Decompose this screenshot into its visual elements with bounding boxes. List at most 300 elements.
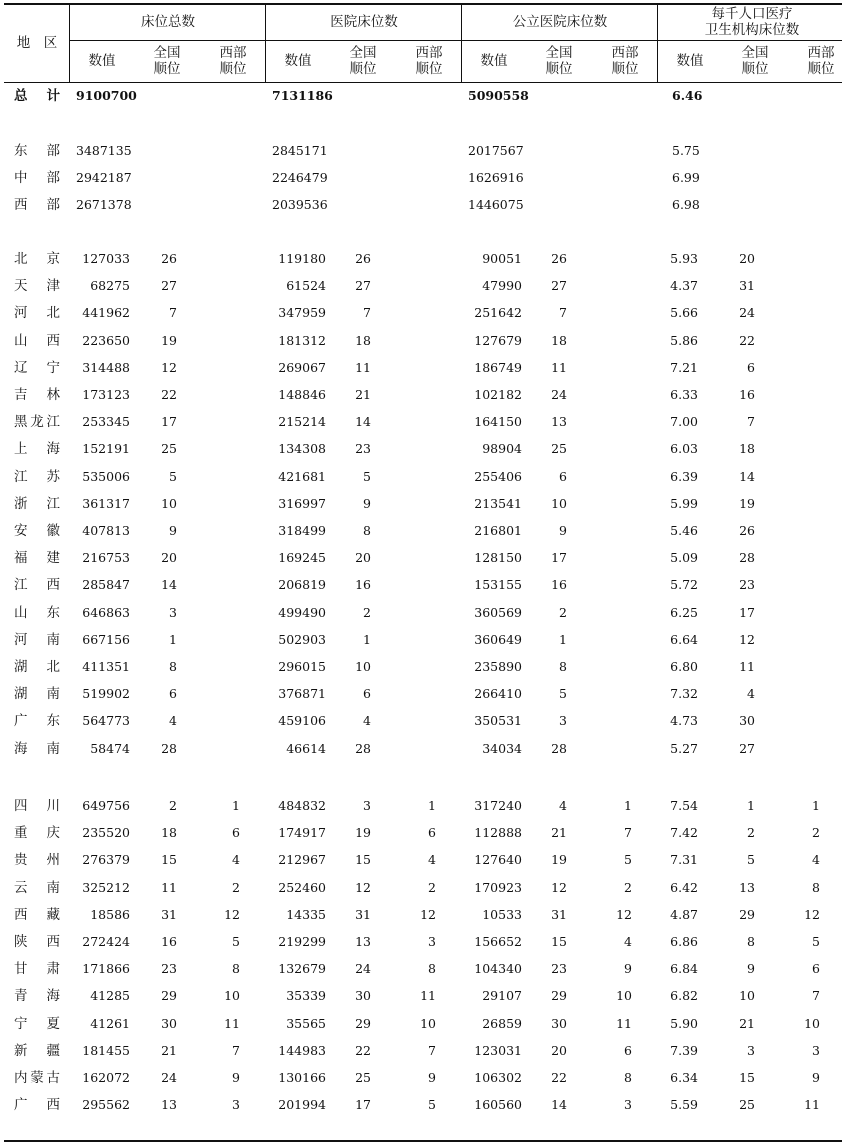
table-cell: 4 (559, 798, 567, 813)
table-cell: 12 (420, 906, 436, 922)
table-cell: 1 (559, 631, 567, 647)
table-cell: 20 (739, 251, 755, 266)
table-cell: 31 (161, 906, 177, 922)
table-cell: 26859 (482, 1015, 522, 1031)
table-cell: 26 (161, 251, 177, 266)
table-cell: 6 (169, 686, 177, 702)
table-cell: 6.25 (670, 604, 698, 620)
table-cell: 20 (161, 550, 177, 566)
table-cell: 31 (355, 906, 371, 922)
table-cell: 8 (169, 659, 177, 674)
row-region-name: 河 北 (14, 305, 60, 322)
table-cell: 360649 (474, 631, 522, 647)
table-cell: 152191 (82, 441, 130, 457)
table-cell: 25 (355, 1070, 371, 1085)
table-cell: 347959 (278, 305, 326, 321)
subheader-national-rank: 全国 顺位 (545, 45, 573, 77)
table-cell: 5 (232, 934, 240, 949)
table-cell: 12 (161, 359, 177, 375)
table-cell: 17 (551, 550, 567, 566)
row-region-name: 安 徽 (14, 523, 60, 539)
table-cell: 285847 (82, 577, 130, 593)
row-region-name: 新 疆 (14, 1042, 60, 1059)
table-cell: 170923 (474, 879, 522, 895)
table-cell: 29 (739, 906, 755, 922)
total-value: 6.46 (672, 88, 703, 103)
table-cell: 7 (812, 988, 820, 1004)
table-cell: 269067 (278, 359, 326, 375)
table-cell: 7 (363, 305, 371, 321)
table-cell: 31 (551, 906, 567, 922)
table-cell: 376871 (278, 686, 326, 702)
table-bottom-rule (4, 1140, 842, 1142)
table-cell: 127640 (474, 852, 522, 868)
table-cell: 6 (559, 468, 567, 484)
table-cell: 4 (363, 713, 371, 729)
table-cell: 13 (551, 414, 567, 430)
table-cell: 128150 (474, 550, 522, 566)
region-value: 6.99 (672, 170, 700, 185)
table-cell: 14335 (286, 906, 326, 922)
table-cell: 20 (551, 1042, 567, 1058)
table-cell: 17 (355, 1097, 371, 1113)
table-cell: 10 (551, 495, 567, 511)
table-cell: 18 (161, 825, 177, 841)
table-cell: 20 (355, 550, 371, 566)
table-cell: 4 (428, 852, 436, 868)
table-cell: 14 (551, 1097, 567, 1113)
table-cell: 4 (624, 934, 632, 949)
table-cell: 162072 (82, 1070, 130, 1085)
table-cell: 7.54 (670, 798, 698, 813)
table-cell: 266410 (474, 686, 522, 702)
table-cell: 5.90 (670, 1015, 698, 1031)
table-cell: 21 (161, 1042, 177, 1058)
table-cell: 411351 (82, 659, 130, 674)
table-cell: 17 (739, 604, 755, 620)
table-cell: 35339 (286, 988, 326, 1004)
table-cell: 7.00 (670, 414, 698, 430)
row-region-name: 北 京 (14, 251, 60, 267)
table-cell: 12 (224, 906, 240, 922)
table-cell: 7 (428, 1042, 436, 1058)
table-cell: 5.59 (670, 1097, 698, 1113)
table-cell: 6 (747, 359, 755, 375)
table-cell: 535006 (82, 468, 130, 484)
table-cell: 5.09 (670, 550, 698, 566)
table-cell: 2 (428, 879, 436, 895)
table-cell: 18586 (90, 906, 130, 922)
table-cell: 10 (804, 1015, 820, 1031)
table-cell: 9 (428, 1070, 436, 1085)
table-cell: 47990 (482, 278, 522, 294)
table-cell: 213541 (474, 495, 522, 511)
subheader-national-rank: 全国 顺位 (741, 45, 769, 77)
table-cell: 8 (812, 879, 820, 895)
table-cell: 1 (232, 798, 240, 813)
table-cell: 30 (355, 988, 371, 1004)
table-cell: 102182 (474, 387, 522, 402)
table-cell: 3 (428, 934, 436, 949)
table-cell: 251642 (474, 305, 522, 321)
table-cell: 8 (559, 659, 567, 674)
subheader-west-rank: 西部 顺位 (807, 45, 835, 77)
table-cell: 6 (812, 961, 820, 977)
table-cell: 12 (739, 631, 755, 647)
table-cell: 104340 (474, 961, 522, 977)
table-cell: 134308 (278, 441, 326, 457)
table-cell: 13 (161, 1097, 177, 1113)
table-cell: 2 (232, 879, 240, 895)
row-region-name: 天 津 (14, 278, 60, 295)
region-value: 5.75 (672, 143, 700, 158)
table-cell: 11 (224, 1015, 240, 1031)
table-cell: 1 (747, 798, 755, 813)
table-cell: 28 (739, 550, 755, 566)
table-cell: 459106 (278, 713, 326, 729)
row-region-name: 贵 州 (14, 852, 60, 869)
subheader-value: 数值 (480, 53, 508, 69)
table-cell: 90051 (482, 251, 522, 266)
table-cell: 29 (355, 1015, 371, 1031)
table-top-rule (4, 3, 842, 5)
table-cell: 6.82 (670, 988, 698, 1004)
table-cell: 3 (747, 1042, 755, 1058)
table-cell: 4.87 (670, 906, 698, 922)
row-region-name: 黑龙江 (14, 414, 60, 431)
table-cell: 215214 (278, 414, 326, 430)
table-cell: 350531 (474, 713, 522, 729)
region-value: 2671378 (76, 197, 132, 212)
table-cell: 29107 (482, 988, 522, 1004)
table-cell: 106302 (474, 1070, 522, 1085)
table-cell: 201994 (278, 1097, 326, 1113)
table-cell: 216801 (474, 523, 522, 538)
region-value: 6.98 (672, 197, 700, 212)
table-cell: 649756 (82, 798, 130, 813)
table-cell: 16 (161, 934, 177, 949)
table-cell: 564773 (82, 713, 130, 729)
table-cell: 11 (420, 988, 436, 1004)
row-region-name: 中 部 (14, 170, 60, 186)
table-cell: 5 (559, 686, 567, 702)
table-cell: 10 (355, 659, 371, 674)
row-region-name: 甘 肃 (14, 961, 60, 978)
header-group-total-beds: 床位总数 (141, 14, 195, 30)
table-cell: 6 (363, 686, 371, 702)
row-region-name: 山 东 (14, 604, 60, 621)
table-cell: 1 (812, 798, 820, 813)
table-cell: 17 (161, 414, 177, 430)
table-cell: 6 (624, 1042, 632, 1058)
table-cell: 7.42 (670, 825, 698, 841)
table-cell: 7 (559, 305, 567, 321)
table-cell: 1 (169, 631, 177, 647)
table-cell: 7 (624, 825, 632, 841)
table-cell: 12 (616, 906, 632, 922)
table-cell: 41285 (90, 988, 130, 1004)
table-cell: 7 (747, 414, 755, 430)
table-cell: 206819 (278, 577, 326, 593)
table-cell: 11 (804, 1097, 820, 1113)
table-cell: 5.99 (670, 495, 698, 511)
table-cell: 24 (161, 1070, 177, 1085)
table-cell: 5 (428, 1097, 436, 1113)
table-cell: 3 (363, 798, 371, 813)
table-cell: 3 (169, 604, 177, 620)
table-cell: 12 (355, 879, 371, 895)
table-cell: 29 (161, 988, 177, 1004)
row-region-name: 广 东 (14, 713, 60, 730)
region-value: 3487135 (76, 143, 132, 158)
table-cell: 10 (420, 1015, 436, 1031)
table-cell: 8 (428, 961, 436, 977)
table-cell: 9 (363, 495, 371, 511)
table-cell: 5 (363, 468, 371, 484)
table-cell: 4 (812, 852, 820, 868)
group-underline (70, 40, 842, 41)
table-cell: 18 (739, 441, 755, 457)
table-cell: 21 (355, 387, 371, 402)
table-cell: 5.86 (670, 332, 698, 348)
table-cell: 5 (747, 852, 755, 868)
region-value: 1446075 (468, 197, 524, 212)
table-cell: 23 (551, 961, 567, 977)
table-cell: 24 (739, 305, 755, 321)
table-cell: 4 (232, 852, 240, 868)
table-cell: 5 (812, 934, 820, 949)
table-cell: 216753 (82, 550, 130, 566)
table-cell: 11 (739, 659, 755, 674)
region-value: 2017567 (468, 143, 524, 158)
table-cell: 127679 (474, 332, 522, 348)
table-cell: 12 (804, 906, 820, 922)
table-cell: 15 (551, 934, 567, 949)
table-cell: 11 (355, 359, 371, 375)
table-cell: 98904 (482, 441, 522, 457)
table-cell: 646863 (82, 604, 130, 620)
table-cell: 361317 (82, 495, 130, 511)
table-cell: 34034 (482, 740, 522, 756)
table-cell: 58474 (90, 740, 130, 756)
table-cell: 252460 (278, 879, 326, 895)
table-cell: 16 (551, 577, 567, 593)
table-cell: 169245 (278, 550, 326, 566)
table-cell: 23 (355, 441, 371, 457)
table-cell: 253345 (82, 414, 130, 430)
table-cell: 23 (161, 961, 177, 977)
table-cell: 2 (559, 604, 567, 620)
table-cell: 123031 (474, 1042, 522, 1058)
table-cell: 22 (739, 332, 755, 348)
table-cell: 9 (232, 1070, 240, 1085)
table-cell: 5.66 (670, 305, 698, 321)
row-region-name: 福 建 (14, 550, 60, 567)
table-cell: 4.37 (670, 278, 698, 294)
table-cell: 6.64 (670, 631, 698, 647)
row-region-name: 辽 宁 (14, 359, 60, 376)
table-cell: 26 (739, 523, 755, 538)
table-cell: 499490 (278, 604, 326, 620)
table-cell: 3 (624, 1097, 632, 1113)
table-cell: 6.84 (670, 961, 698, 977)
header-group-public-hospital-beds: 公立医院床位数 (512, 14, 608, 30)
table-cell: 25 (551, 441, 567, 457)
table-cell: 28 (161, 740, 177, 756)
row-region-name: 内蒙古 (14, 1070, 60, 1086)
total-value: 5090558 (468, 88, 529, 103)
table-cell: 171866 (82, 961, 130, 977)
table-cell: 5.72 (670, 577, 698, 593)
table-cell: 6.33 (670, 387, 698, 402)
table-cell: 28 (355, 740, 371, 756)
table-cell: 2 (624, 879, 632, 895)
table-cell: 14 (739, 468, 755, 484)
table-cell: 26 (355, 251, 371, 266)
row-region-name: 浙 江 (14, 495, 60, 512)
row-region-name: 吉 林 (14, 387, 60, 403)
table-cell: 19 (355, 825, 371, 841)
table-cell: 10 (739, 988, 755, 1004)
table-cell: 502903 (278, 631, 326, 647)
table-cell: 35565 (286, 1015, 326, 1031)
subheader-value: 数值 (284, 53, 312, 69)
table-cell: 5 (624, 852, 632, 868)
header-bottom-rule (4, 82, 842, 83)
table-cell: 27 (355, 278, 371, 294)
row-region-name: 总 计 (14, 88, 60, 104)
table-cell: 148846 (278, 387, 326, 402)
table-cell: 41261 (90, 1015, 130, 1031)
table-cell: 144983 (278, 1042, 326, 1058)
table-cell: 10 (161, 495, 177, 511)
table-cell: 27 (161, 278, 177, 294)
table-cell: 181455 (82, 1042, 130, 1058)
table-cell: 13 (739, 879, 755, 895)
table-cell: 7.21 (670, 359, 698, 375)
table-cell: 174917 (278, 825, 326, 841)
table-cell: 6 (232, 825, 240, 841)
table-cell: 2 (169, 798, 177, 813)
row-region-name: 湖 南 (14, 686, 60, 703)
table-cell: 27 (739, 740, 755, 756)
table-cell: 223650 (82, 332, 130, 348)
table-cell: 1 (363, 631, 371, 647)
row-region-name: 湖 北 (14, 659, 60, 675)
region-value: 2246479 (272, 170, 328, 185)
table-cell: 6.34 (670, 1070, 698, 1085)
total-value: 9100700 (76, 88, 137, 103)
row-region-name: 西 藏 (14, 906, 60, 923)
table-cell: 11 (616, 1015, 632, 1031)
total-value: 7131186 (272, 88, 333, 103)
table-cell: 24 (551, 387, 567, 402)
table-cell: 318499 (278, 523, 326, 538)
table-cell: 132679 (278, 961, 326, 977)
table-cell: 160560 (474, 1097, 522, 1113)
table-cell: 8 (232, 961, 240, 977)
table-cell: 317240 (474, 798, 522, 813)
table-cell: 8 (624, 1070, 632, 1085)
table-cell: 4 (169, 713, 177, 729)
region-value: 1626916 (468, 170, 524, 185)
table-cell: 4.73 (670, 713, 698, 729)
table-cell: 15 (739, 1070, 755, 1085)
table-cell: 3 (559, 713, 567, 729)
header-group-hospital-beds: 医院床位数 (330, 14, 398, 30)
table-cell: 441962 (82, 305, 130, 321)
table-cell: 235890 (474, 659, 522, 674)
subheader-national-rank: 全国 顺位 (349, 45, 377, 77)
table-cell: 5 (169, 468, 177, 484)
table-cell: 27 (551, 278, 567, 294)
table-cell: 112888 (474, 825, 522, 841)
subheader-west-rank: 西部 顺位 (219, 45, 247, 77)
table-cell: 19 (551, 852, 567, 868)
table-cell: 5.46 (670, 523, 698, 538)
subheader-value: 数值 (676, 53, 704, 69)
table-cell: 16 (355, 577, 371, 593)
table-cell: 9 (169, 523, 177, 538)
table-cell: 31 (739, 278, 755, 294)
header-region: 地 区 (16, 35, 58, 51)
row-region-name: 上 海 (14, 441, 60, 458)
table-cell: 22 (161, 387, 177, 402)
subheader-west-rank: 西部 顺位 (611, 45, 639, 77)
row-region-name: 海 南 (14, 740, 60, 757)
table-cell: 1 (624, 798, 632, 813)
table-cell: 30 (551, 1015, 567, 1031)
table-cell: 164150 (474, 414, 522, 430)
table-cell: 6.80 (670, 659, 698, 674)
row-region-name: 西 部 (14, 197, 60, 213)
table-cell: 46614 (286, 740, 326, 756)
table-cell: 6 (428, 825, 436, 841)
row-region-name: 江 苏 (14, 468, 60, 485)
header-group-beds-per-thousand: 每千人口医疗 卫生机构床位数 (704, 6, 800, 38)
table-cell: 8 (747, 934, 755, 949)
table-cell: 15 (355, 852, 371, 868)
row-region-name: 重 庆 (14, 825, 60, 842)
table-cell: 421681 (278, 468, 326, 484)
table-cell: 5.93 (670, 251, 698, 266)
table-cell: 519902 (82, 686, 130, 702)
table-cell: 4 (747, 686, 755, 702)
row-region-name: 宁 夏 (14, 1015, 60, 1032)
table-cell: 16 (739, 387, 755, 402)
row-region-name: 江 西 (14, 577, 60, 594)
table-cell: 10533 (482, 906, 522, 922)
table-cell: 296015 (278, 659, 326, 674)
row-region-name: 河 南 (14, 631, 60, 648)
table-cell: 26 (551, 251, 567, 266)
table-cell: 13 (355, 934, 371, 949)
table-cell: 14 (355, 414, 371, 430)
table-cell: 7.32 (670, 686, 698, 702)
table-cell: 28 (551, 740, 567, 756)
table-cell: 6.42 (670, 879, 698, 895)
table-cell: 12 (551, 879, 567, 895)
table-cell: 181312 (278, 332, 326, 348)
table-cell: 173123 (82, 387, 130, 402)
table-cell: 22 (551, 1070, 567, 1085)
row-region-name: 云 南 (14, 879, 60, 896)
table-cell: 407813 (82, 523, 130, 538)
table-cell: 7 (169, 305, 177, 321)
subheader-national-rank: 全国 顺位 (153, 45, 181, 77)
table-cell: 18 (355, 332, 371, 348)
table-cell: 127033 (82, 251, 130, 266)
